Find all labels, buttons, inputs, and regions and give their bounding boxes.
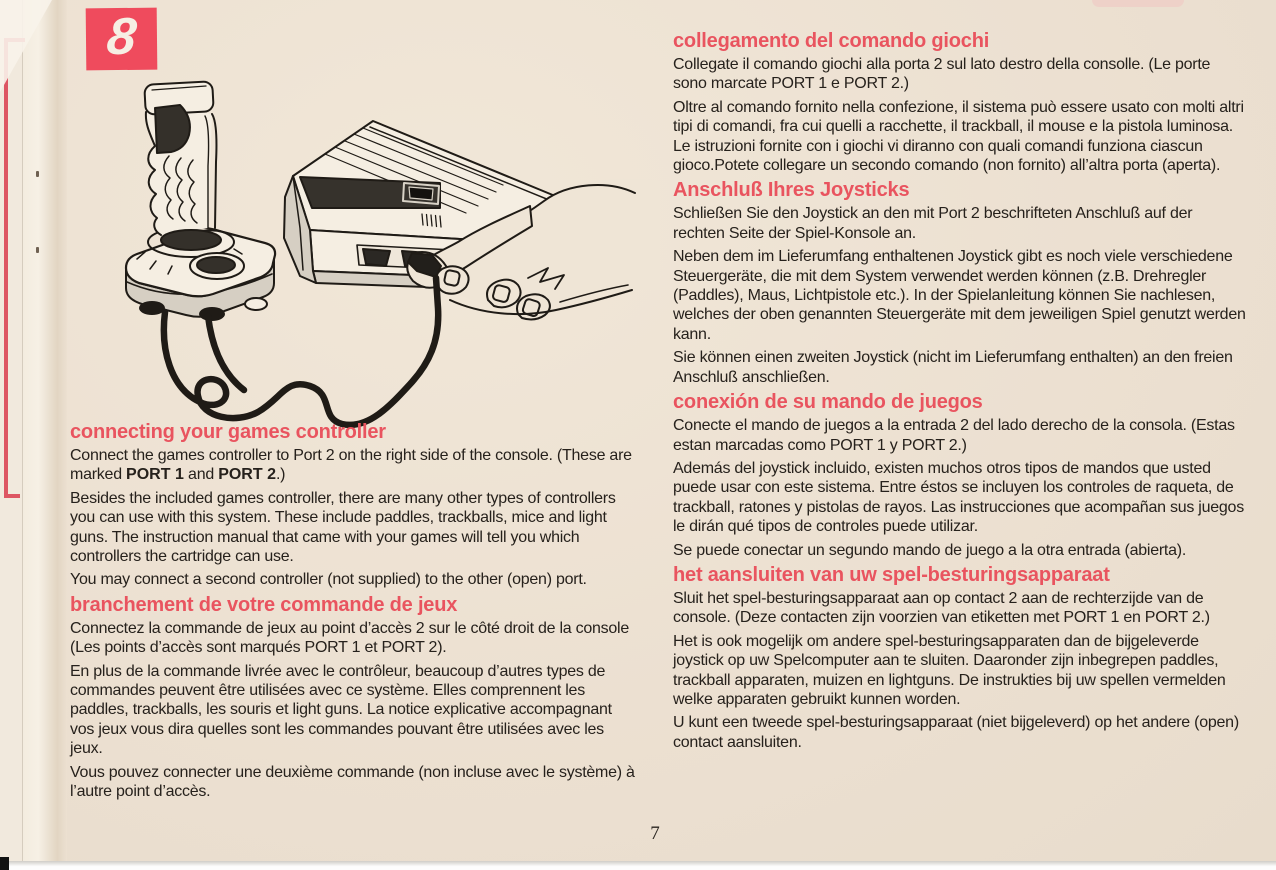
section-french	[70, 594, 640, 802]
chapter-number: 8	[104, 7, 139, 67]
paragraph: Het is ook mogelijk om andere spel-besturingsapparaten dan de bijgeleverde joystick op uw Spelcomputer aan te sluiten. Daaronder zijn inbegrepen paddles, trackball apparaten, muizen en lightguns. De instrukties bij uw spellen vermelden welke apparaten gebruikt kunnen worden.	[673, 632, 1226, 708]
heading-spanish: conexión de su mando de juegos	[673, 391, 983, 414]
paragraph: Besides the included games controller, there are many other types of controllers you can use with this system. These include paddles, trackballs, mice and light guns. The instruction manual that came with your games will tell you which controllers the cartridge can use.	[70, 489, 616, 566]
paragraphs-english	[70, 446, 640, 590]
heading-dutch: het aansluiten van uw spel-besturingsapparaat	[673, 563, 1110, 586]
paragraph: You may connect a second controller (not supplied) to the other (open) port.	[70, 571, 587, 589]
paragraphs-italian	[673, 55, 1248, 175]
fingernail	[444, 270, 461, 287]
heading-english: connecting your games controller	[70, 421, 386, 443]
joystick-foot	[139, 301, 165, 315]
paragraph: U kunt een tweede spel-besturingsapparaat (niet bijgeleverd) op het andere (open) contact aansluiten.	[673, 714, 1239, 751]
section-german	[673, 179, 1248, 387]
scan-corner-mark	[0, 857, 9, 870]
scan-smudge	[1092, 0, 1184, 7]
heading-italian: collegamento del comando giochi	[673, 30, 990, 52]
staple	[36, 171, 39, 177]
paragraph: Connect the games controller to Port 2 on the right side of the console. (These are marked PORT 1 and PORT 2.)	[70, 447, 632, 484]
paragraph: Conecte el mando de juegos a la entrada 2 del lado derecho de la consola. (Estas estan marcadas como PORT 1 y PORT 2.)	[673, 417, 1235, 454]
section-spanish	[673, 391, 1248, 560]
paragraph: Sie können einen zweiten Joystick (nicht im Lieferumfang enthalten) an den freien Anschluß anschließen.	[673, 349, 1233, 386]
section-english	[70, 421, 640, 590]
right-column	[673, 30, 1248, 756]
paragraphs-spanish	[673, 416, 1248, 560]
section-dutch	[673, 564, 1248, 752]
fingernail	[492, 284, 510, 302]
paragraph: Connectez la commande de jeux au point d’accès 2 sur le côté droit de la console (Les points d’accès sont marqués PORT 1 et PORT 2).	[70, 619, 630, 657]
heading-german: Anschluß Ihres Joysticks	[673, 179, 910, 202]
paragraph: Vous pouvez connecter une deuxième commande (non incluse avec le système) à l’autre point d’accès.	[70, 763, 635, 801]
joystick-foot	[199, 307, 225, 321]
paragraphs-german	[673, 204, 1248, 387]
paragraph: Se puede conectar un segundo mando de juego a la otra entrada (abierta).	[673, 541, 1187, 559]
page-number: 7	[650, 823, 660, 844]
paragraph: Schließen Sie den Joystick an den mit Port 2 beschrifteten Anschluß auf der rechten Seite der Spiel-Konsole an.	[673, 205, 1193, 242]
console-port-1	[363, 249, 390, 266]
illustration-svg	[60, 56, 660, 436]
paragraphs-dutch	[673, 589, 1248, 752]
joystick-drawing	[126, 81, 275, 321]
section-italian	[673, 30, 1248, 175]
paragraphs-french	[70, 619, 640, 802]
paragraph: Sluit het spel-besturingsapparaat aan op contact 2 aan de rechterzijde van de console. (Deze contacten zijn voorzien van etiketten met PORT 1 en PORT 2.)	[673, 589, 1210, 627]
paragraph: Oltre al comando fornito nella confezione, il sistema può essere usato con molti altri tipi di comandi, fra cui quelli a racchette, il trackball, il mouse e la pistola luminosa. Le istruzioni fornite con i giochi vi diranno con quali comandi funziona ciascun gioco.Potete collegare un secondo comando (non fornito) all’altra porta (aperta).	[673, 98, 1244, 175]
paragraph: Además del joystick incluido, existen muchos otros tipos de mandos que usted puede usar con este sistema. Entre éstos se incluyen los controles de raqueta, de trackball, ratones y pistolas de rayos. Las instrucciones que acompañan sus juegos le dirán qué tipos de controles puede utilizar.	[673, 459, 1244, 536]
page-corner-fold	[0, 0, 52, 92]
facing-page-red-frame	[4, 38, 8, 498]
staple	[36, 247, 39, 253]
left-column	[70, 421, 640, 806]
paragraph: En plus de la commande livrée avec le contrôleur, beaucoup d’autres types de commandes peuvent être utilisées avec ce système. Elles comprennent les paddles, trackballs, les souris et light guns. La notice explicative accompagnant vos jeux vous dira quelles sont les commandes pouvant être utilisées avec les jeux.	[70, 662, 612, 758]
facing-page-red-frame-bottom	[4, 494, 20, 498]
joystick-console-illustration	[60, 56, 660, 436]
scan-bottom-edge	[0, 861, 1276, 870]
paragraph: Collegate il comando giochi alla porta 2 sul lato destro della consolle. (Le porte sono marcate PORT 1 e PORT 2.)	[673, 56, 1211, 93]
paragraph: Neben dem im Lieferumfang enthaltenen Joystick gibt es noch viele verschiedene Steuergeräte, die mit dem System verwendet werden können (z.B. Drehregler (Paddles), Maus, Lichtpistole etc.). In der Spielanleitung können Sie nachlesen, welches der oben genannten Steuergeräte mit dem jeweiligen Spiel genutzt werden kann.	[673, 248, 1246, 343]
heading-french: branchement de votre commande de jeux	[70, 593, 458, 616]
